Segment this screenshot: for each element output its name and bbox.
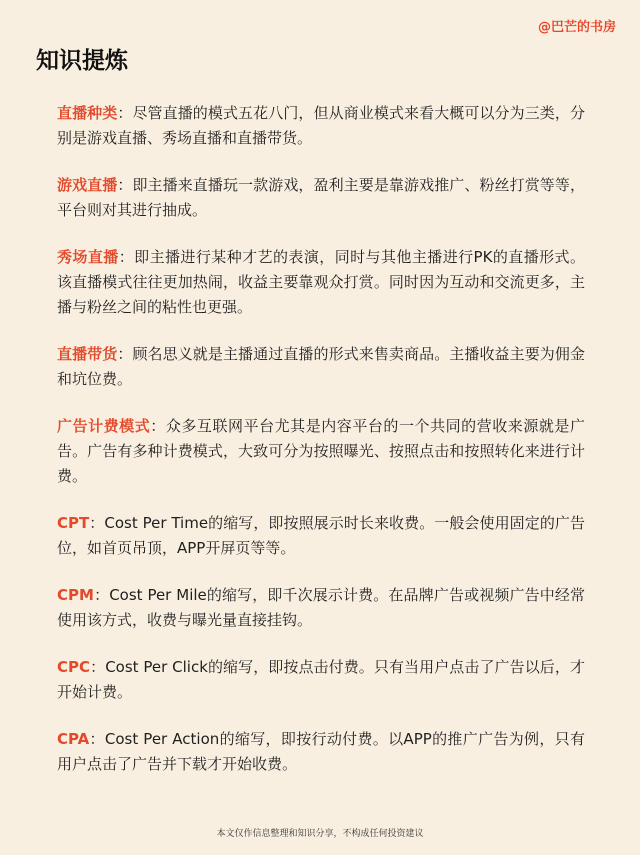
entry-term: 直播带货 — [57, 345, 118, 363]
entry-separator: ： — [117, 345, 133, 363]
entry-cpm — [57, 583, 585, 633]
entry-ad-billing-models — [57, 414, 585, 489]
entry-list — [57, 101, 585, 799]
entry-cpa — [57, 727, 585, 777]
entry-text: Cost Per Mile的缩写，即千次展示计费。在品牌广告或视频广告中经常使用该方式，收费与曝光量直接挂钩。 — [57, 586, 585, 629]
entry-live-streaming-types — [57, 101, 585, 151]
entry-term: 游戏直播 — [57, 176, 118, 194]
entry-term: 直播种类 — [57, 104, 118, 122]
entry-text: Cost Per Time的缩写，即按照展示时长来收费。一般会使用固定的广告位，如首页吊顶，APP开屏页等等。 — [57, 514, 585, 557]
entry-separator: ： — [150, 417, 166, 435]
entry-text: 众多互联网平台尤其是内容平台的一个共同的营收来源就是广告。广告有多种计费模式，大致可分为按照曝光、按照点击和按照转化来进行计费。 — [57, 417, 585, 485]
entry-separator: ： — [117, 176, 133, 194]
entry-text: 即主播来直播玩一款游戏，盈利主要是靠游戏推广、粉丝打赏等等，平台则对其进行抽成。 — [57, 176, 585, 219]
entry-text: 即主播进行某种才艺的表演，同时与其他主播进行PK的直播形式。该直播模式往往更加热闹，收益主要靠观众打赏。同时因为互动和交流更多，主播与粉丝之间的粘性也更强。 — [57, 248, 585, 316]
entry-separator: ： — [89, 730, 105, 748]
page-title: 知识提炼 — [36, 48, 128, 74]
entry-cpc — [57, 655, 585, 705]
entry-show-streaming — [57, 245, 585, 320]
entry-term: 广告计费模式 — [57, 417, 151, 435]
entry-text: Cost Per Action的缩写，即按行动付费。以APP的推广广告为例，只有用户点击了广告并下载才开始收费。 — [57, 730, 585, 773]
entry-term: CPC — [57, 658, 91, 676]
entry-text: 尽管直播的模式五花八门，但从商业模式来看大概可以分为三类，分别是游戏直播、秀场直播和直播带货。 — [57, 104, 585, 147]
entry-text: Cost Per Click的缩写，即按点击付费。只有当用户点击了广告以后，才开始计费。 — [57, 658, 585, 701]
entry-live-commerce — [57, 342, 585, 392]
entry-cpt — [57, 511, 585, 561]
entry-separator: ： — [118, 248, 135, 266]
entry-term: CPM — [57, 586, 94, 604]
entry-term: CPA — [57, 730, 90, 748]
entry-term: 秀场直播 — [57, 248, 119, 266]
entry-separator: ： — [90, 658, 106, 676]
entry-text: 顾名思义就是主播通过直播的形式来售卖商品。主播收益主要为佣金和坑位费。 — [57, 345, 585, 388]
watermark: @巴芒的书房 — [537, 20, 616, 35]
entry-separator: ： — [117, 104, 133, 122]
disclaimer-footer: 本文仅作信息整理和知识分享，不构成任何投资建议 — [216, 829, 424, 839]
entry-game-streaming — [57, 173, 585, 223]
entry-separator: ： — [93, 586, 110, 604]
entry-term: CPT — [57, 514, 90, 532]
entry-separator: ： — [89, 514, 105, 532]
